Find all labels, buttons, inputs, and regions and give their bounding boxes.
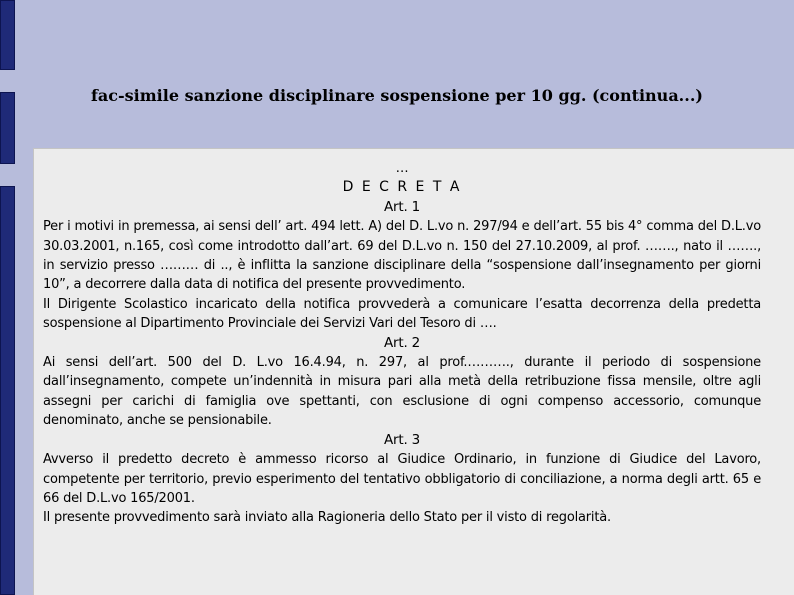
- article-2-heading: Art. 2: [383, 334, 421, 351]
- edge-bar-top: [0, 0, 15, 70]
- document-text: [43, 159, 761, 528]
- article-1-paragraph-2: Il Dirigente Scolastico incaricato della notifica provvederà a comunicare l’esatta decorrenza della predetta sospensione al Dipartimento Provinciale dei Servizi Vari del Tesoro di ….: [43, 296, 761, 332]
- document-content-box: [33, 148, 794, 595]
- slide-title: fac-simile sanzione disciplinare sospensione per 10 gg. (continua...): [91, 86, 703, 105]
- article-3-paragraph-1: Avverso il predetto decreto è ammesso ricorso al Giudice Ordinario, in funzione di Giudice del Lavoro, competente per territorio, previo esperimento del tentativo obbligatorio di conciliazione, a norma degli artt. 65 e 66 del D.L.vo 165/2001.: [43, 452, 761, 506]
- edge-bar-bottom: [0, 186, 15, 595]
- article-3-heading: Art. 3: [383, 431, 421, 448]
- ellipsis-marker: …: [395, 161, 409, 176]
- article-1-heading: Art. 1: [383, 198, 421, 215]
- article-2-paragraph-1: Ai sensi dell’art. 500 del D. L.vo 16.4.94, n. 297, al prof.………., durante il periodo di sospensione dall’insegnamento, compete un’indennità in misura pari alla metà della retribuzione fissa mensile, oltre agli assegni per carichi di famiglia ove spettanti, con esclusione di ogni compenso accessorio, comunque denominato, anche se pensionabile.: [43, 355, 761, 429]
- article-3-paragraph-2: Il presente provvedimento sarà inviato alla Ragioneria dello Stato per il visto di regolarità.: [43, 510, 611, 526]
- article-1-paragraph-1: Per i motivi in premessa, ai sensi dell’ art. 494 lett. A) del D. L.vo n. 297/94 e dell’art. 55 bis 4° comma del D.L.vo 30.03.2001, n.165, così come introdotto dall’art. 69 del D.L.vo n. 150 del 27.10.2009, al prof. ……., nato il ……., in servizio presso ……… di .., è inflitta la sanzione disciplinare della “sospensione dall’insegnamento per giorni 10”, a decorrere dalla data di notifica del presente provvedimento.: [43, 219, 761, 293]
- decreta-heading: D E C R E T A: [342, 179, 462, 196]
